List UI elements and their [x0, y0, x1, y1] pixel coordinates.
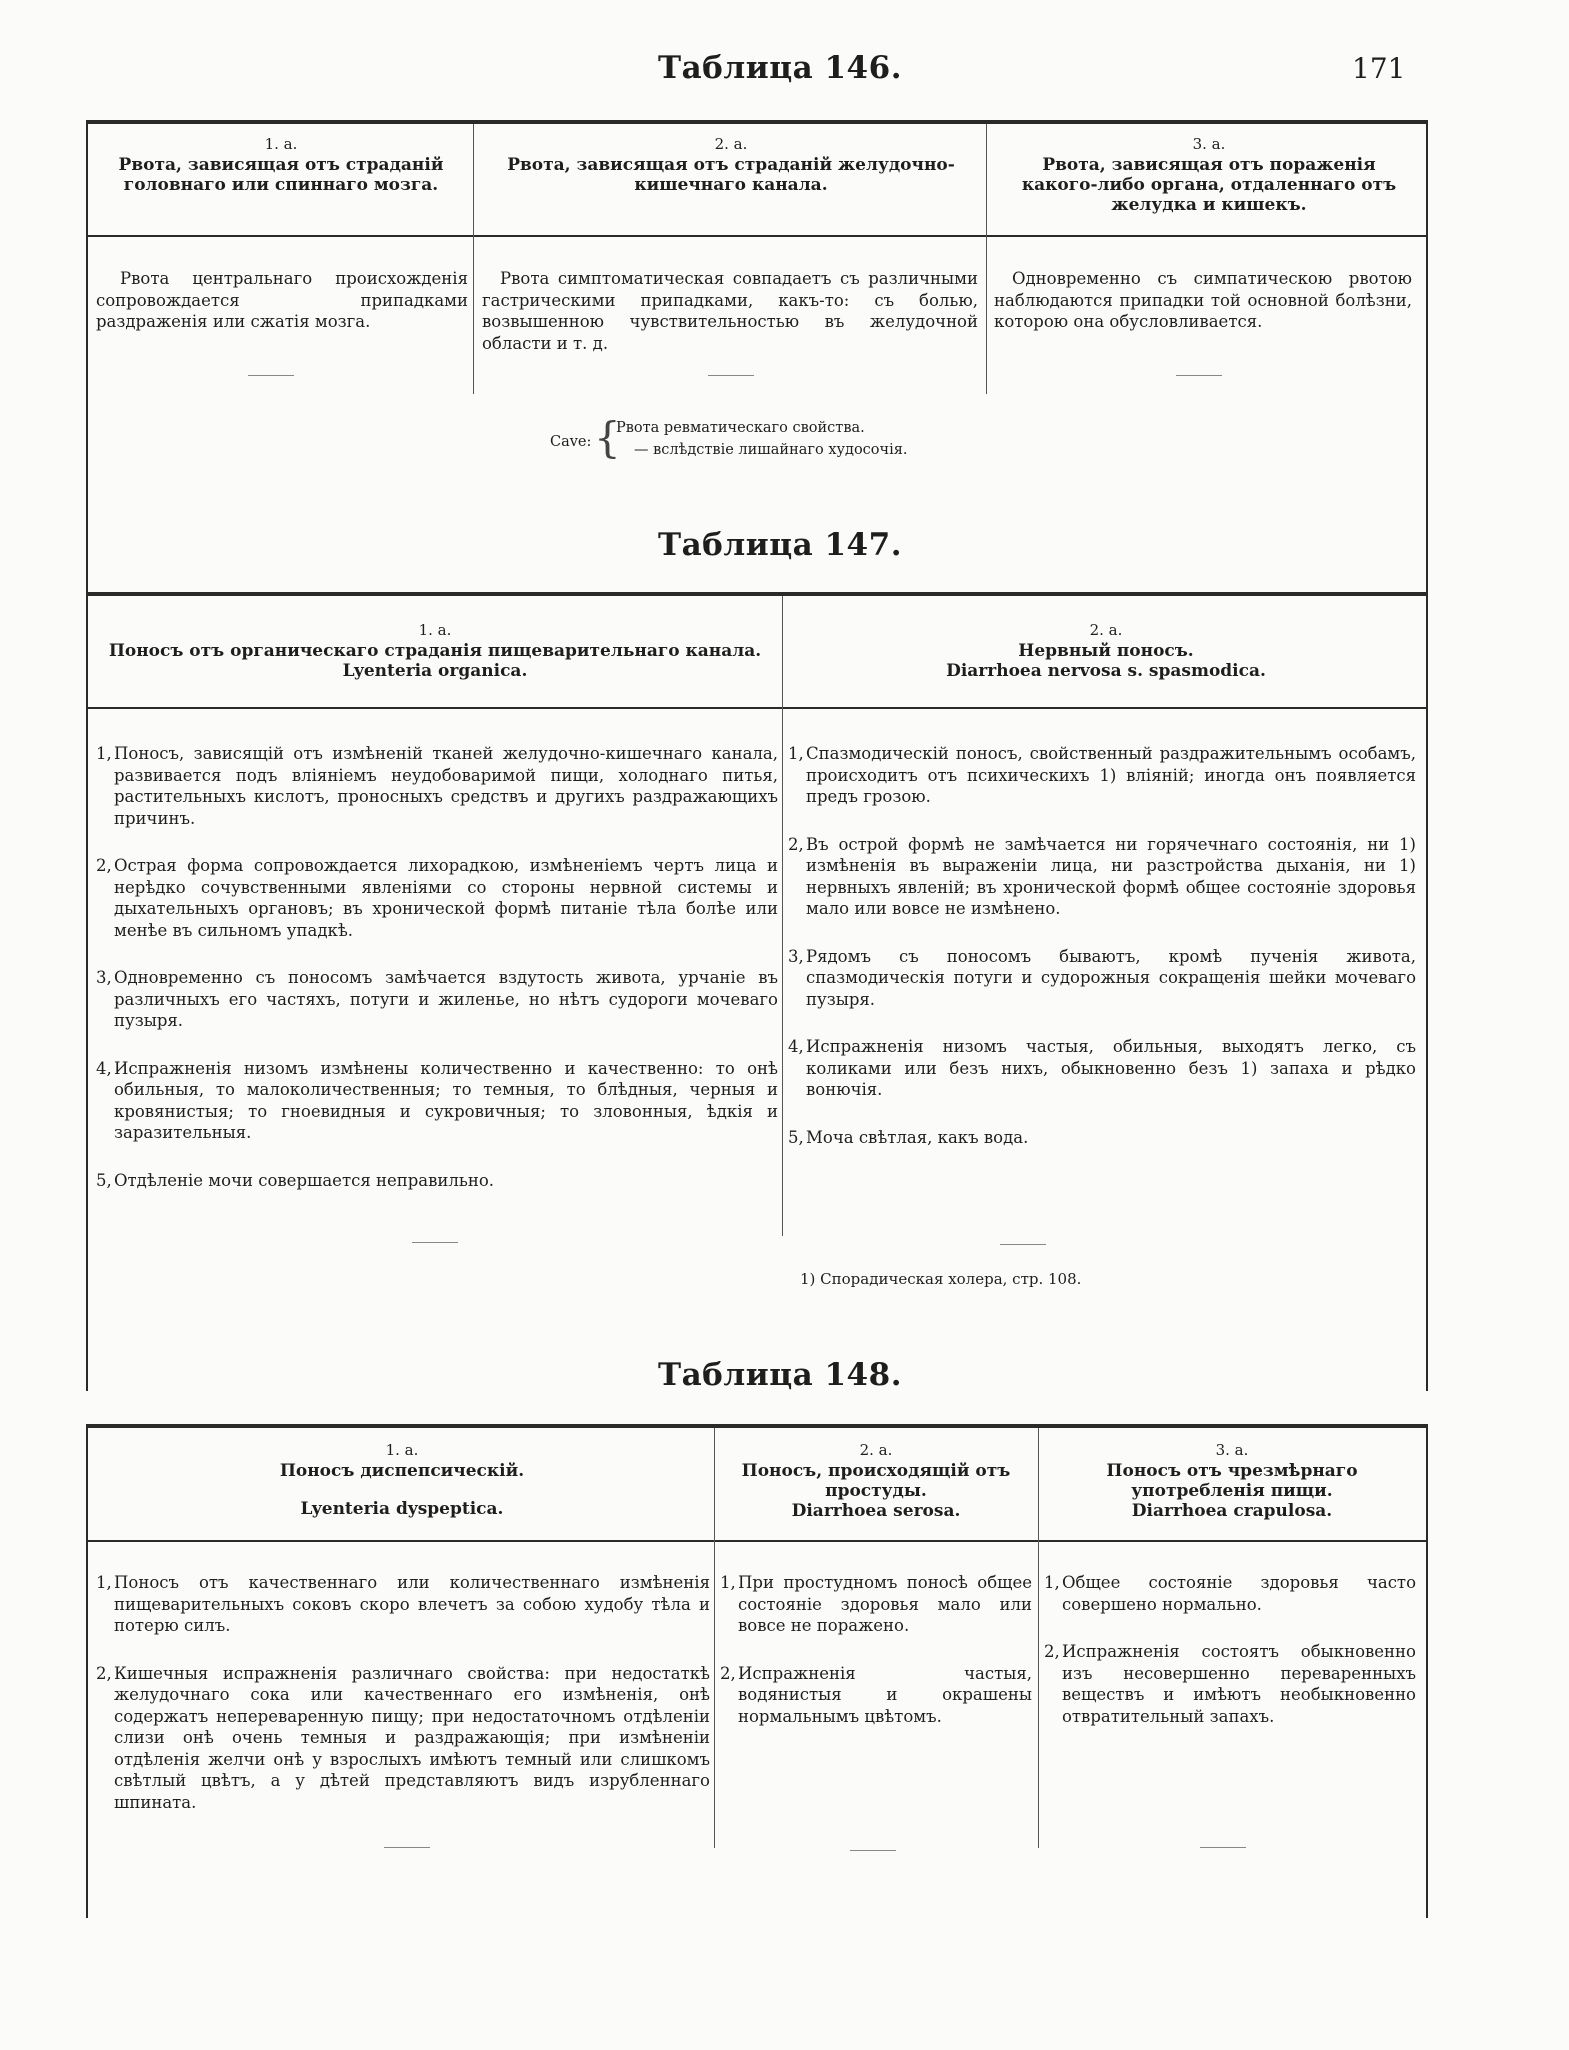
item-number: 4, [788, 1037, 804, 1056]
header-title: Поносъ отъ органическаго страданія пищеварительнаго канала. [108, 641, 762, 661]
table-147-col-divider [782, 596, 783, 1236]
header-number: 2. а. [859, 1441, 893, 1459]
item-number: 2, [720, 1663, 736, 1683]
list-item [1044, 1641, 1416, 1727]
list-item [96, 1572, 710, 1637]
item-text: Испражненія состоятъ обыкновенно изъ несовершенно переваренныхъ веществъ и имѣютъ необыкновенно отвратительный запахъ. [1062, 1642, 1416, 1726]
table-148-col-divider-2 [1038, 1428, 1039, 1848]
item-number: 3, [96, 968, 112, 987]
table-146-header-1 [96, 134, 466, 195]
list-item [720, 1572, 1032, 1637]
list-item [96, 1663, 710, 1814]
table-148-column-3 [1044, 1572, 1416, 1753]
cave-brace: { [594, 413, 621, 462]
table-146-header-rule [86, 235, 1426, 237]
item-number: 1, [96, 744, 112, 763]
table-148-col-divider-1 [714, 1428, 715, 1848]
header-title: Поносъ диспепсическій. [279, 1461, 525, 1481]
header-latin: Lyenteria organica. [342, 661, 528, 681]
table-146-cell-2: Рвота симптоматическая совпадаетъ съ различными гастрическими припадками, какъ-то: съ болью, возвышенною чувствительностью въ желудочной области и т. д. [482, 269, 978, 353]
item-number: 5, [788, 1127, 804, 1147]
list-item [96, 967, 778, 1032]
list-item [788, 1036, 1416, 1101]
item-number: 2, [96, 856, 112, 875]
item-number: 1, [96, 1573, 112, 1592]
list-item [96, 855, 778, 941]
item-number: 2, [1044, 1642, 1060, 1661]
header-number: 2. а. [714, 135, 748, 153]
item-text: Поносъ, зависящій отъ измѣненій тканей желудочно-кишечнаго канала, развивается подъ вліяніемъ неудобоваримой пищи, холоднаго питья, растительныхъ кислотъ, проносныхъ средствъ и другихъ раздражающихъ причинъ. [114, 744, 778, 828]
item-number: 2, [96, 1663, 112, 1683]
table-147-right-column [788, 743, 1416, 1174]
table-148-column-1 [96, 1572, 710, 1839]
table-146-end-rule-3 [1176, 375, 1222, 376]
header-latin: Diarrhoea crapulosa. [1131, 1501, 1333, 1521]
table-146-title: Таблица 146. [658, 50, 902, 86]
header-latin: Lyenteria dyspeptica. [300, 1499, 504, 1519]
table-147-end-rule-1 [412, 1242, 458, 1243]
item-text: Испражненія частыя, водянистыя и окрашены нормальнымъ цвѣтомъ. [738, 1663, 1032, 1726]
list-item [788, 1127, 1416, 1149]
header-title: Рвота, зависящая отъ пораженія какого-либо органа, отдаленнаго отъ желудка и кишекъ. [1021, 155, 1397, 215]
table-148-header-2 [726, 1440, 1026, 1521]
table-148-end-rule-1 [384, 1847, 430, 1848]
table-148-column-2 [720, 1572, 1032, 1753]
header-latin: Diarrhoea serosa. [791, 1501, 961, 1521]
list-item [720, 1663, 1032, 1728]
item-text: Общее состояніе здоровья часто совершено нормально. [1062, 1573, 1416, 1614]
item-number: 1, [788, 744, 804, 763]
table-148-end-rule-3 [1200, 1847, 1246, 1848]
header-number: 3. а. [1192, 135, 1226, 153]
table-148-header-rule [86, 1540, 1426, 1542]
table-147-header-2 [796, 620, 1416, 681]
page-number: 171 [1352, 52, 1406, 85]
cave-line-1: Рвота ревматическаго свойства. [616, 420, 865, 436]
header-title: Поносъ, происходящій отъ простуды. [741, 1461, 1011, 1501]
table-146-header-3 [1004, 134, 1414, 215]
item-text: Поносъ отъ качественнаго или количественнаго измѣненія пищеварительныхъ соковъ скоро влечетъ за собою худобу тѣла и потерю силъ. [114, 1573, 710, 1635]
table-148-header-1 [96, 1440, 708, 1519]
item-text: Кишечныя испражненія различнаго свойства: при недостаткѣ желудочнаго сока или качественнаго его измѣненія, онѣ содержатъ непереваренную пищу; при недостаточномъ отдѣленіи слизи онѣ очень темныя и раздражающія; при измѣненіи отдѣленія желчи онѣ у взрослыхъ имѣютъ темный или слишкомъ свѣтлый цвѣтъ, а у дѣтей представляютъ видъ изрубленнаго шпината. [114, 1663, 710, 1812]
table-146-cell-1: Рвота центральнаго происхожденія сопровождается припадками раздраженія или сжатія мозга. [96, 269, 468, 331]
item-number: 1, [720, 1573, 736, 1592]
item-number: 3, [788, 946, 804, 966]
item-text: При простудномъ поносѣ общее состояніе здоровья мало или вовсе не поражено. [738, 1573, 1032, 1635]
table-148-header-3 [1048, 1440, 1416, 1521]
item-text: Острая форма сопровождается лихорадкою, измѣненіемъ чертъ лица и нерѣдко сочувственными явленіями со стороны нервной системы и дыхательныхъ органовъ; въ хронической формѣ питаніе тѣла болѣе или менѣе въ сильномъ упадкѣ. [114, 856, 778, 940]
list-item [788, 743, 1416, 808]
list-item [788, 834, 1416, 920]
table-146-end-rule-2 [708, 375, 754, 376]
list-item [96, 1058, 778, 1144]
table-148-title: Таблица 148. [658, 1357, 902, 1393]
header-number: 1. а. [385, 1441, 419, 1459]
list-item [96, 743, 778, 829]
item-number: 1, [1044, 1573, 1060, 1592]
item-number: 2, [788, 834, 804, 854]
item-number: 5, [96, 1170, 112, 1190]
table-147-header-1 [96, 620, 774, 681]
list-item [788, 946, 1416, 1011]
list-item [1044, 1572, 1416, 1615]
item-number: 4, [96, 1058, 112, 1078]
table-147-header-rule [86, 707, 1426, 709]
table-146-col-divider-1 [473, 124, 474, 394]
header-number: 2. а. [1089, 621, 1123, 639]
cave-line-2: — вслѣдствіе лишайнаго худосочія. [634, 442, 908, 458]
item-text: Испражненія низомъ измѣнены количественно и качественно: то онѣ обильныя, то малоколичественныя; то темныя, то блѣдныя, черныя и кровянистыя; то гноевидныя и сукровичныя; то зловонныя, ѣдкія и заразительныя. [114, 1058, 778, 1142]
header-number: 1. а. [418, 621, 452, 639]
table-146-col-divider-2 [986, 124, 987, 394]
table-146-cell-3: Одновременно съ симпатическою рвотою наблюдаются припадки той основной болѣзни, которою она обусловливается. [994, 269, 1412, 331]
table-146-header-2 [505, 134, 957, 195]
cave-label: Cave: [550, 434, 592, 450]
table-146-end-rule-1 [248, 375, 294, 376]
item-text: Рядомъ съ поносомъ бываютъ, кромѣ пученія живота, спазмодическія потуги и судорожныя сокращенія шейки мочеваго пузыря. [806, 946, 1416, 1009]
header-latin: Diarrhoea nervosa s. spasmodica. [946, 661, 1266, 681]
header-title: Поносъ отъ чрезмѣрнаго употребленія пищи. [1106, 1461, 1358, 1501]
table-147-left-column [96, 743, 778, 1217]
item-text: Въ острой формѣ не замѣчается ни горячечнаго состоянія, ни 1) измѣненія въ выраженіи лица, ни разстройства дыханія, ни 1) нервныхъ явленій; въ хронической формѣ общее состояніе здоровья мало или вовсе не измѣнено. [806, 834, 1416, 918]
item-text: Отдѣленіе мочи совершается неправильно. [114, 1170, 495, 1190]
header-title: Нервный поносъ. [1018, 641, 1194, 661]
table-147-title: Таблица 147. [658, 527, 902, 563]
item-text: Одновременно съ поносомъ замѣчается вздутость живота, урчаніе въ различныхъ его частяхъ, потуги и жиленье, но нѣтъ судороги мочеваго пузыря. [114, 968, 778, 1030]
header-title: Рвота, зависящая отъ страданій головнаго или спиннаго мозга. [118, 155, 444, 195]
table-148-end-rule-2 [850, 1850, 896, 1851]
list-item [96, 1170, 778, 1192]
table-147-footnote: 1) Спорадическая холера, стр. 108. [800, 1270, 1082, 1288]
table-147-end-rule-2 [1000, 1244, 1046, 1245]
item-text: Испражненія низомъ частыя, обильныя, выходятъ легко, съ коликами или безъ нихъ, обыкновенно безъ 1) запаха и рѣдко вонючія. [806, 1037, 1416, 1099]
item-text: Моча свѣтлая, какъ вода. [806, 1127, 1029, 1147]
header-number: 1. а. [264, 135, 298, 153]
item-text: Спазмодическій поносъ, свойственный раздражительнымъ особамъ, происходитъ отъ психическихъ 1) вліяній; иногда онъ появляется предъ грозою. [806, 744, 1416, 806]
header-title: Рвота, зависящая отъ страданій желудочно-кишечнаго канала. [507, 155, 955, 195]
header-number: 3. а. [1215, 1441, 1249, 1459]
